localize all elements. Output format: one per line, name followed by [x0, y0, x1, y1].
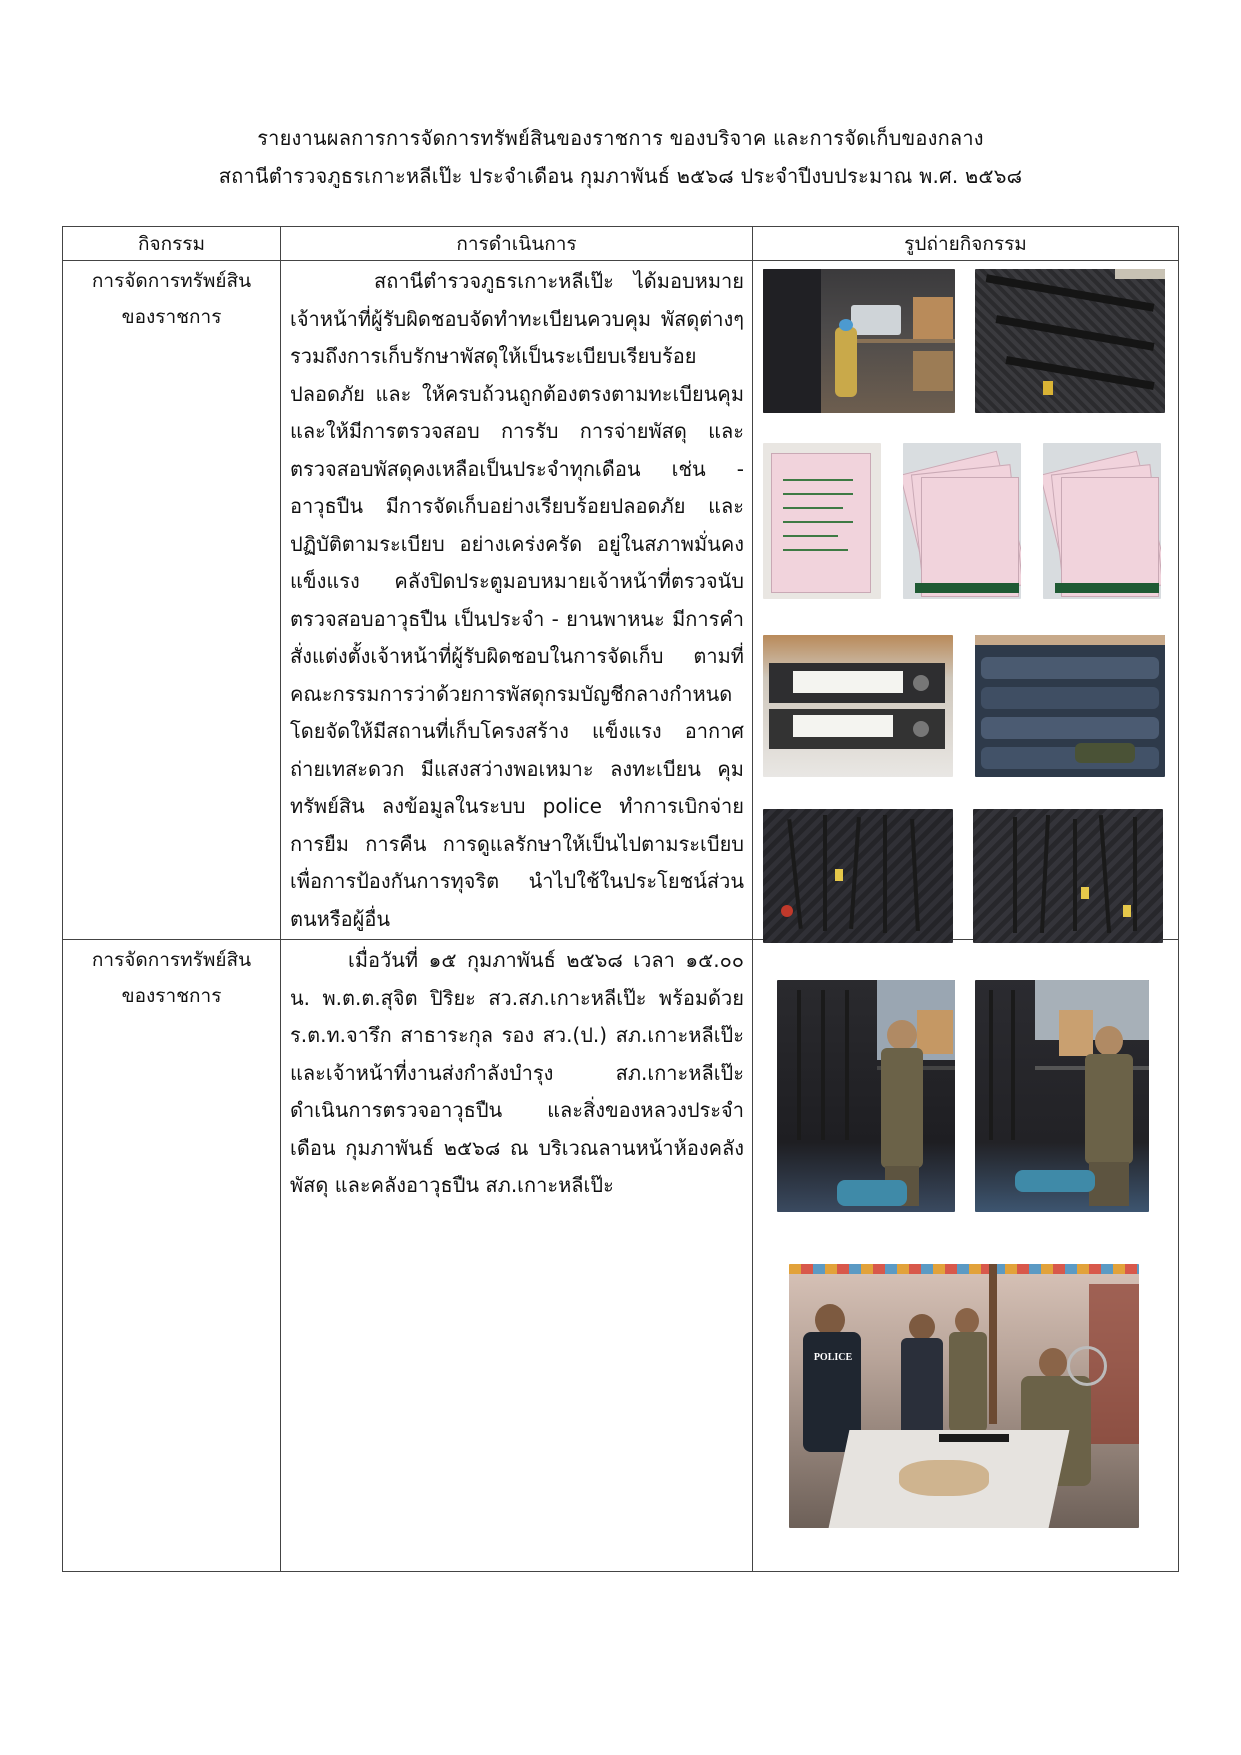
photo-binders	[763, 635, 953, 777]
photo-register-document-1	[763, 443, 881, 599]
header-operation: การดำเนินการ	[281, 227, 753, 261]
photo-rifles-tagged-1	[763, 809, 953, 943]
operation-cell	[281, 261, 753, 940]
header-activity: กิจกรรม	[63, 227, 281, 261]
photo-rifles-tagged-2	[973, 809, 1163, 943]
photo-register-document-3	[1043, 443, 1161, 599]
operation-text: สถานีตำรวจภูธรเกาะหลีเป๊ะ ได้มอบหมายเจ้าหน้าที่ผู้รับผิดชอบจัดทำทะเบียนควบคุม พัสดุต่างๆ รวมถึงการเก็บรักษาพัสดุให้เป็นระเบียบเรียบร้อย ปลอดภัย และ ให้ครบถ้วนถูกต้องตรงตามทะเบียนคุม และให้มีการตรวจสอบ การรับ การจ่ายพัสดุ และตรวจสอบพัสดุคงเหลือเป็นประจำทุกเดือน เช่น - อาวุธปืน มีการจัดเก็บอย่างเรียบร้อยปลอดภัย และปฏิบัติตามระเบียบ อย่างเคร่งครัด อยู่ในสภาพมั่นคงแข็งแรง คลังปิดประตูมอบหมายเจ้าหน้าที่ตรวจนับ ตรวจสอบอาวุธปืน เป็นประจำ - ยานพาหนะ มีการคำสั่งแต่งตั้งเจ้าหน้าที่ผู้รับผิดชอบในการจัดเก็บ ตามที่ คณะกรรมการว่าด้วยการพัสดุกรมบัญชีกลางกำหนด โดยจัดให้มีสถานที่เก็บโครงสร้าง แข็งแรง อากาศถ่ายเทสะดวก มีแสงสว่างพอเหมาะ ลงทะเบียน คุมทรัพย์สิน ลงข้อมูลในระบบ police ทำการเบิกจ่าย การยืม การคืน การดูแลรักษาให้เป็นไปตามระเบียบเพื่อการป้องกันการทุจริต นำไปใช้ในประโยชน์ส่วนตนหรือผู้อื่น	[290, 269, 744, 931]
activity-label-line-1: การจัดการทรัพย์สิน	[91, 949, 252, 971]
operation-text: เมื่อวันที่ ๑๕ กุมภาพันธ์ ๒๕๖๘ เวลา ๑๕.๐๐ น. พ.ต.ต.สุจิต ปิริยะ สว.สภ.เกาะหลีเป๊ะ พร้อมด้วย ร.ต.ท.จารึก สาธาระกุล รอง สว.(ป.) สภ.เกาะหลีเป๊ะ และเจ้าหน้าที่งานส่งกำลังบำรุง สภ.เกาะหลีเป๊ะ ดำเนินการตรวจอาวุธปืน และสิ่งของหลวงประจำเดือน กุมภาพันธ์ ๒๕๖๘ ณ บริเวณลานหน้าห้องคลังพัสดุ และคลังอาวุธปืน สภ.เกาะหลีเป๊ะ	[290, 948, 744, 1197]
activity-cell	[63, 940, 281, 1572]
table-header-row	[63, 227, 1179, 261]
activity-cell	[63, 261, 281, 940]
activity-label-line-2: ของราชการ	[121, 306, 222, 328]
operation-cell	[281, 940, 753, 1572]
photo-officer-inspecting-2	[975, 980, 1149, 1212]
activity-label-line-2: ของราชการ	[121, 985, 222, 1007]
activity-label-line-1: การจัดการทรัพย์สิน	[91, 270, 252, 292]
activity-report-table	[62, 226, 1179, 1572]
photo-cell	[753, 261, 1179, 940]
photo-storeroom	[763, 269, 955, 413]
photo-register-document-2	[903, 443, 1021, 599]
table-row	[63, 261, 1179, 940]
report-title-line-1: รายงานผลการการจัดการทรัพย์สินของราชการ ของบริจาค และการจัดเก็บของกลาง	[257, 126, 984, 150]
photo-folded-uniforms	[975, 635, 1165, 777]
table-row	[63, 940, 1179, 1572]
photo-rifle-rack	[975, 269, 1165, 413]
report-title-line-2: สถานีตำรวจภูธรเกาะหลีเป๊ะ ประจำเดือน กุมภาพันธ์ ๒๕๖๘ ประจำปีงบประมาณ พ.ศ. ๒๕๖๘	[218, 164, 1023, 188]
photo-officer-inspecting-1	[777, 980, 955, 1212]
photo-inspection-table	[789, 1264, 1139, 1528]
police-vest-text: POLICE	[813, 1352, 853, 1363]
header-photos: รูปถ่ายกิจกรรม	[753, 227, 1179, 261]
photo-cell	[753, 940, 1179, 1572]
